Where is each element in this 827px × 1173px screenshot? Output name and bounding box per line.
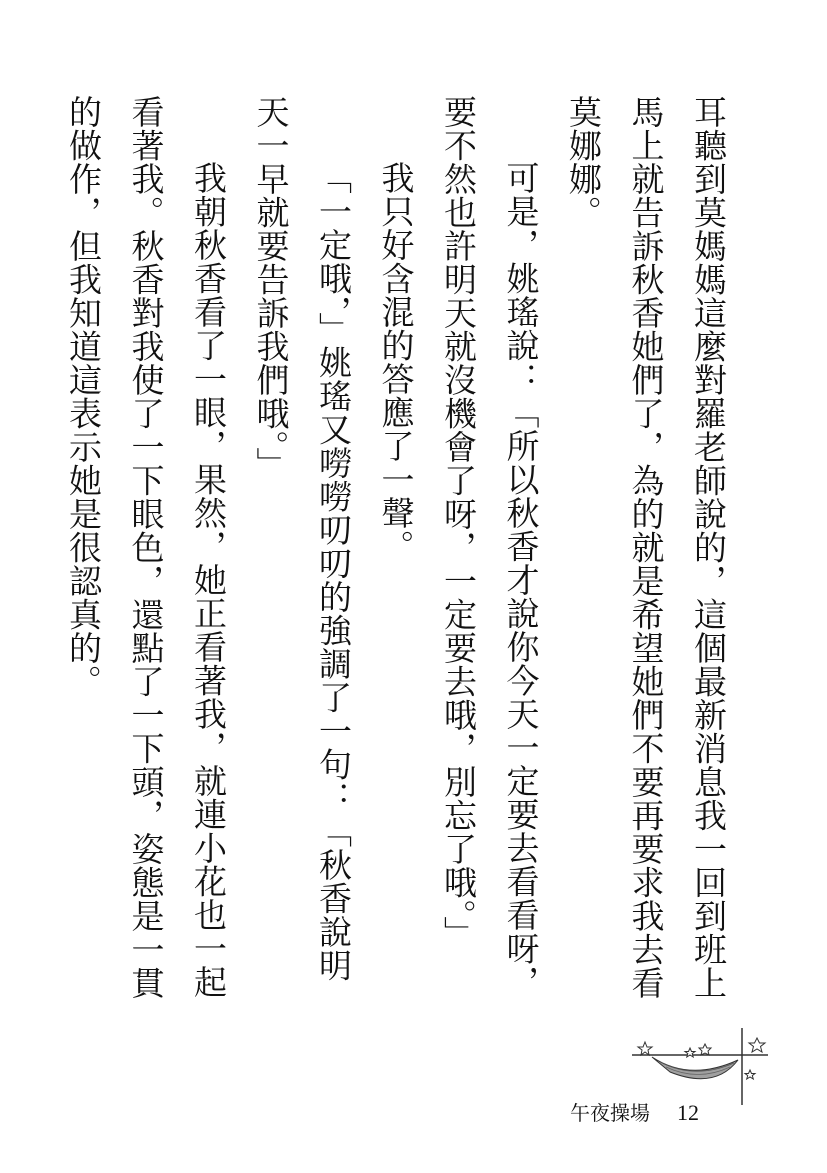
paragraph-3: 我只好含混的答應了一聲。	[376, 161, 416, 563]
page-body	[64, 95, 739, 1015]
hammock-stars-icon	[630, 1020, 770, 1110]
paragraph-1: 耳聽到莫媽媽這麼對羅老師說的，這個最新消息我一回到班上馬上就告訴秋香她們了，為的就是希望她們不要再要求我去看莫娜娜。	[564, 95, 728, 1000]
page-number: 12	[677, 1100, 699, 1125]
paragraph-5: 我朝秋香看了一眼，果然，她正看著我，就連小花也一起看著我。秋香對我使了一下眼色，還點了一下頭，姿態是一貫的做作，但我知道這表示她是很認真的。	[64, 95, 228, 1000]
paragraph-4: 「一定哦，」姚瑤又嘮嘮叨叨的強調了一句：「秋香說明天一早就要告訴我們哦。」	[251, 95, 353, 982]
book-title: 午夜操場	[570, 1101, 650, 1125]
paragraph-2: 可是，姚瑤說：「所以秋香才說你今天一定要去看看呀，要不然也許明天就沒機會了呀，一定要去哦，別忘了哦。」	[439, 95, 541, 999]
page-footer	[570, 1098, 730, 1128]
